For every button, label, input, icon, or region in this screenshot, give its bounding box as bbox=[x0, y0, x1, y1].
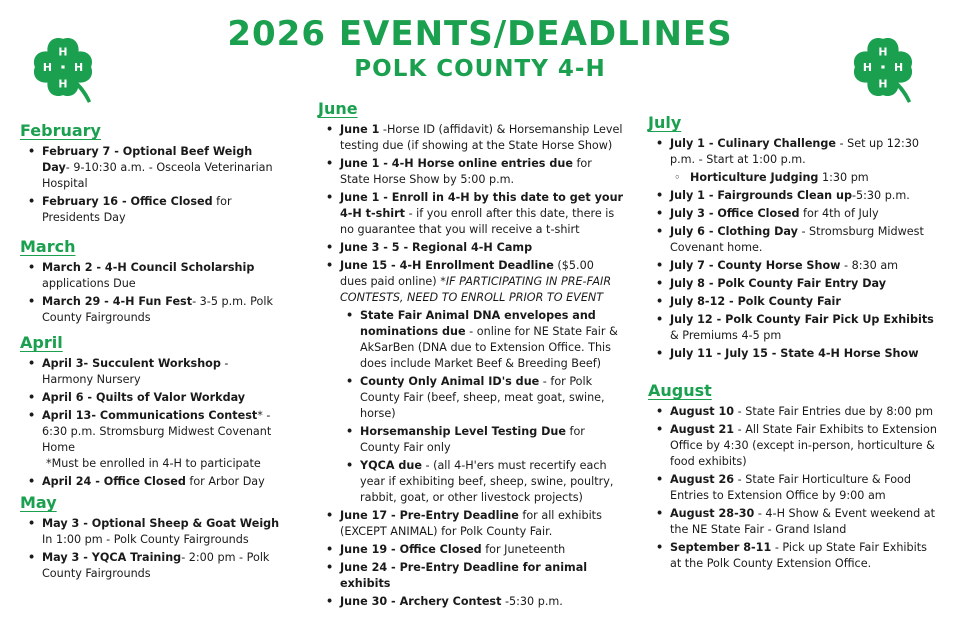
list-item: • July 3 - Office Closed for 4th of July bbox=[662, 206, 940, 222]
event-list bbox=[318, 122, 624, 610]
section-july bbox=[648, 112, 940, 362]
event-list bbox=[648, 404, 940, 572]
logo-h-left: H bbox=[862, 60, 872, 74]
section-heading: February bbox=[20, 121, 101, 140]
event-sublist bbox=[340, 308, 624, 506]
list-item: • April 6 - Quilts of Valor Workday bbox=[34, 390, 280, 406]
event-sublist bbox=[670, 170, 940, 186]
list-item: • March 2 - 4-H Council Scholarship applications Due bbox=[34, 260, 280, 292]
list-item: • May 3 - YQCA Training- 2:00 pm - Polk County Fairgrounds bbox=[34, 550, 280, 582]
4h-clover-logo-left bbox=[24, 28, 102, 106]
list-item: • July 7 - County Horse Show - 8:30 am bbox=[662, 258, 940, 274]
event-list bbox=[648, 136, 940, 362]
column-right bbox=[648, 112, 940, 574]
section-april bbox=[20, 332, 280, 490]
logo-h-bottom: H bbox=[58, 77, 68, 91]
logo-h-top: H bbox=[878, 45, 888, 59]
list-item: • County Only Animal ID's due - for Polk County Fair (beef, sheep, meat goat, swine, horse) bbox=[352, 374, 624, 422]
section-march bbox=[20, 236, 280, 326]
list-item: • July 8-12 - Polk County Fair bbox=[662, 294, 940, 310]
list-item: • June 30 - Archery Contest -5:30 p.m. bbox=[332, 594, 624, 610]
logo-h-right: H bbox=[74, 60, 84, 74]
list-item: • August 26 - State Fair Horticulture & Food Entries to Extension Office by 9:00 am bbox=[662, 472, 940, 504]
page-title: 2026 EVENTS/DEADLINES bbox=[227, 14, 733, 54]
section-heading: July bbox=[648, 113, 682, 132]
4h-clover-logo-right bbox=[844, 28, 922, 106]
list-item: • August 28-30 - 4-H Show & Event weekend at the NE State Fair - Grand Island bbox=[662, 506, 940, 538]
list-item: • April 13- Communications Contest* - 6:30 p.m. Stromsburg Midwest Covenant Home *Must be enrolled in 4-H to participate bbox=[34, 408, 280, 472]
list-item: • Horsemanship Level Testing Due for County Fair only bbox=[352, 424, 624, 456]
column-middle bbox=[318, 98, 624, 612]
list-item: • April 3- Succulent Workshop - Harmony Nursery bbox=[34, 356, 280, 388]
logo-h-right: H bbox=[894, 60, 904, 74]
list-item: • July 1 - Culinary Challenge - Set up 12:30 p.m. - Start at 1:00 p.m. ◦ Horticulture Judging 1:30 pm bbox=[662, 136, 940, 186]
event-list bbox=[20, 260, 280, 326]
section-heading: March bbox=[20, 237, 76, 256]
section-heading: August bbox=[648, 381, 712, 400]
list-item: • March 29 - 4-H Fun Fest- 3-5 p.m. Polk County Fairgrounds bbox=[34, 294, 280, 326]
list-item: • June 15 - 4-H Enrollment Deadline ($5.00 dues paid online) *IF PARTICIPATING IN PRE-FAIR CONTESTS, NEED TO ENROLL PRIOR TO EVENT • State Fair Animal DNA envelopes and nominations due - online for NE State Fair & AkSarBen (DNA due to Extension Office. This does include Market Beef & Breeding Beef) • County Only Animal ID's due - for Polk County Fair (beef, sheep, meat goat, swine, horse) • Horsemanship Level Testing Due for County Fair only • YQCA due - (all 4-H'ers must recertify each year if exhibiting beef, sheep, swine, poultry, rabbit, goat, or other livestock projects) bbox=[332, 258, 624, 506]
list-item: ◦ Horticulture Judging 1:30 pm bbox=[682, 170, 940, 186]
logo-h-top: H bbox=[58, 45, 68, 59]
event-list bbox=[20, 516, 280, 582]
list-item: • YQCA due - (all 4-H'ers must recertify each year if exhibiting beef, sheep, swine, poultry, rabbit, goat, or other livestock projects) bbox=[352, 458, 624, 506]
list-item: • August 10 - State Fair Entries due by 8:00 pm bbox=[662, 404, 940, 420]
list-item: • July 1 - Fairgrounds Clean up-5:30 p.m. bbox=[662, 188, 940, 204]
logo-h-bottom: H bbox=[878, 77, 888, 91]
page-subtitle: POLK COUNTY 4-H bbox=[354, 56, 606, 82]
event-list bbox=[20, 144, 280, 226]
section-february bbox=[20, 120, 280, 226]
list-item: • July 6 - Clothing Day - Stromsburg Midwest Covenant home. bbox=[662, 224, 940, 256]
list-item: • July 11 - July 15 - State 4-H Horse Show bbox=[662, 346, 940, 362]
event-list bbox=[20, 356, 280, 490]
list-item: • June 1 - Enroll in 4-H by this date to get your 4-H t-shirt - if you enroll after this date, there is no guarantee that you will receive a t-shirt bbox=[332, 190, 624, 238]
list-item: • June 1 -Horse ID (affidavit) & Horsemanship Level testing due (if showing at the State Horse Show) bbox=[332, 122, 624, 154]
column-left bbox=[20, 120, 280, 584]
section-heading: April bbox=[20, 333, 63, 352]
list-item: • July 8 - Polk County Fair Entry Day bbox=[662, 276, 940, 292]
section-heading: June bbox=[318, 99, 358, 118]
list-item: • September 8-11 - Pick up State Fair Exhibits at the Polk County Extension Office. bbox=[662, 540, 940, 572]
list-item: • May 3 - Optional Sheep & Goat Weigh In 1:00 pm - Polk County Fairgrounds bbox=[34, 516, 280, 548]
section-heading: May bbox=[20, 493, 57, 512]
list-item: • August 21 - All State Fair Exhibits to Extension Office by 4:30 (except in-person, horticulture & food exhibits) bbox=[662, 422, 940, 470]
list-item: • July 12 - Polk County Fair Pick Up Exhibits & Premiums 4-5 pm bbox=[662, 312, 940, 344]
list-item: • State Fair Animal DNA envelopes and nominations due - online for NE State Fair & AkSarBen (DNA due to Extension Office. This does include Market Beef & Breeding Beef) bbox=[352, 308, 624, 372]
logo-h-left: H bbox=[42, 60, 52, 74]
section-august bbox=[648, 380, 940, 572]
list-item: • June 17 - Pre-Entry Deadline for all exhibits (EXCEPT ANIMAL) for Polk County Fair. bbox=[332, 508, 624, 540]
section-june bbox=[318, 98, 624, 610]
list-item: • April 24 - Office Closed for Arbor Day bbox=[34, 474, 280, 490]
list-item: • June 3 - 5 - Regional 4-H Camp bbox=[332, 240, 624, 256]
section-may bbox=[20, 492, 280, 582]
list-item: • February 7 - Optional Beef Weigh Day- 9-10:30 a.m. - Osceola Veterinarian Hospital bbox=[34, 144, 280, 192]
list-item: • February 16 - Office Closed for Presidents Day bbox=[34, 194, 280, 226]
list-item: • June 19 - Office Closed for Juneteenth bbox=[332, 542, 624, 558]
list-item: • June 1 - 4-H Horse online entries due for State Horse Show by 5:00 p.m. bbox=[332, 156, 624, 188]
list-item: • June 24 - Pre-Entry Deadline for animal exhibits bbox=[332, 560, 624, 592]
